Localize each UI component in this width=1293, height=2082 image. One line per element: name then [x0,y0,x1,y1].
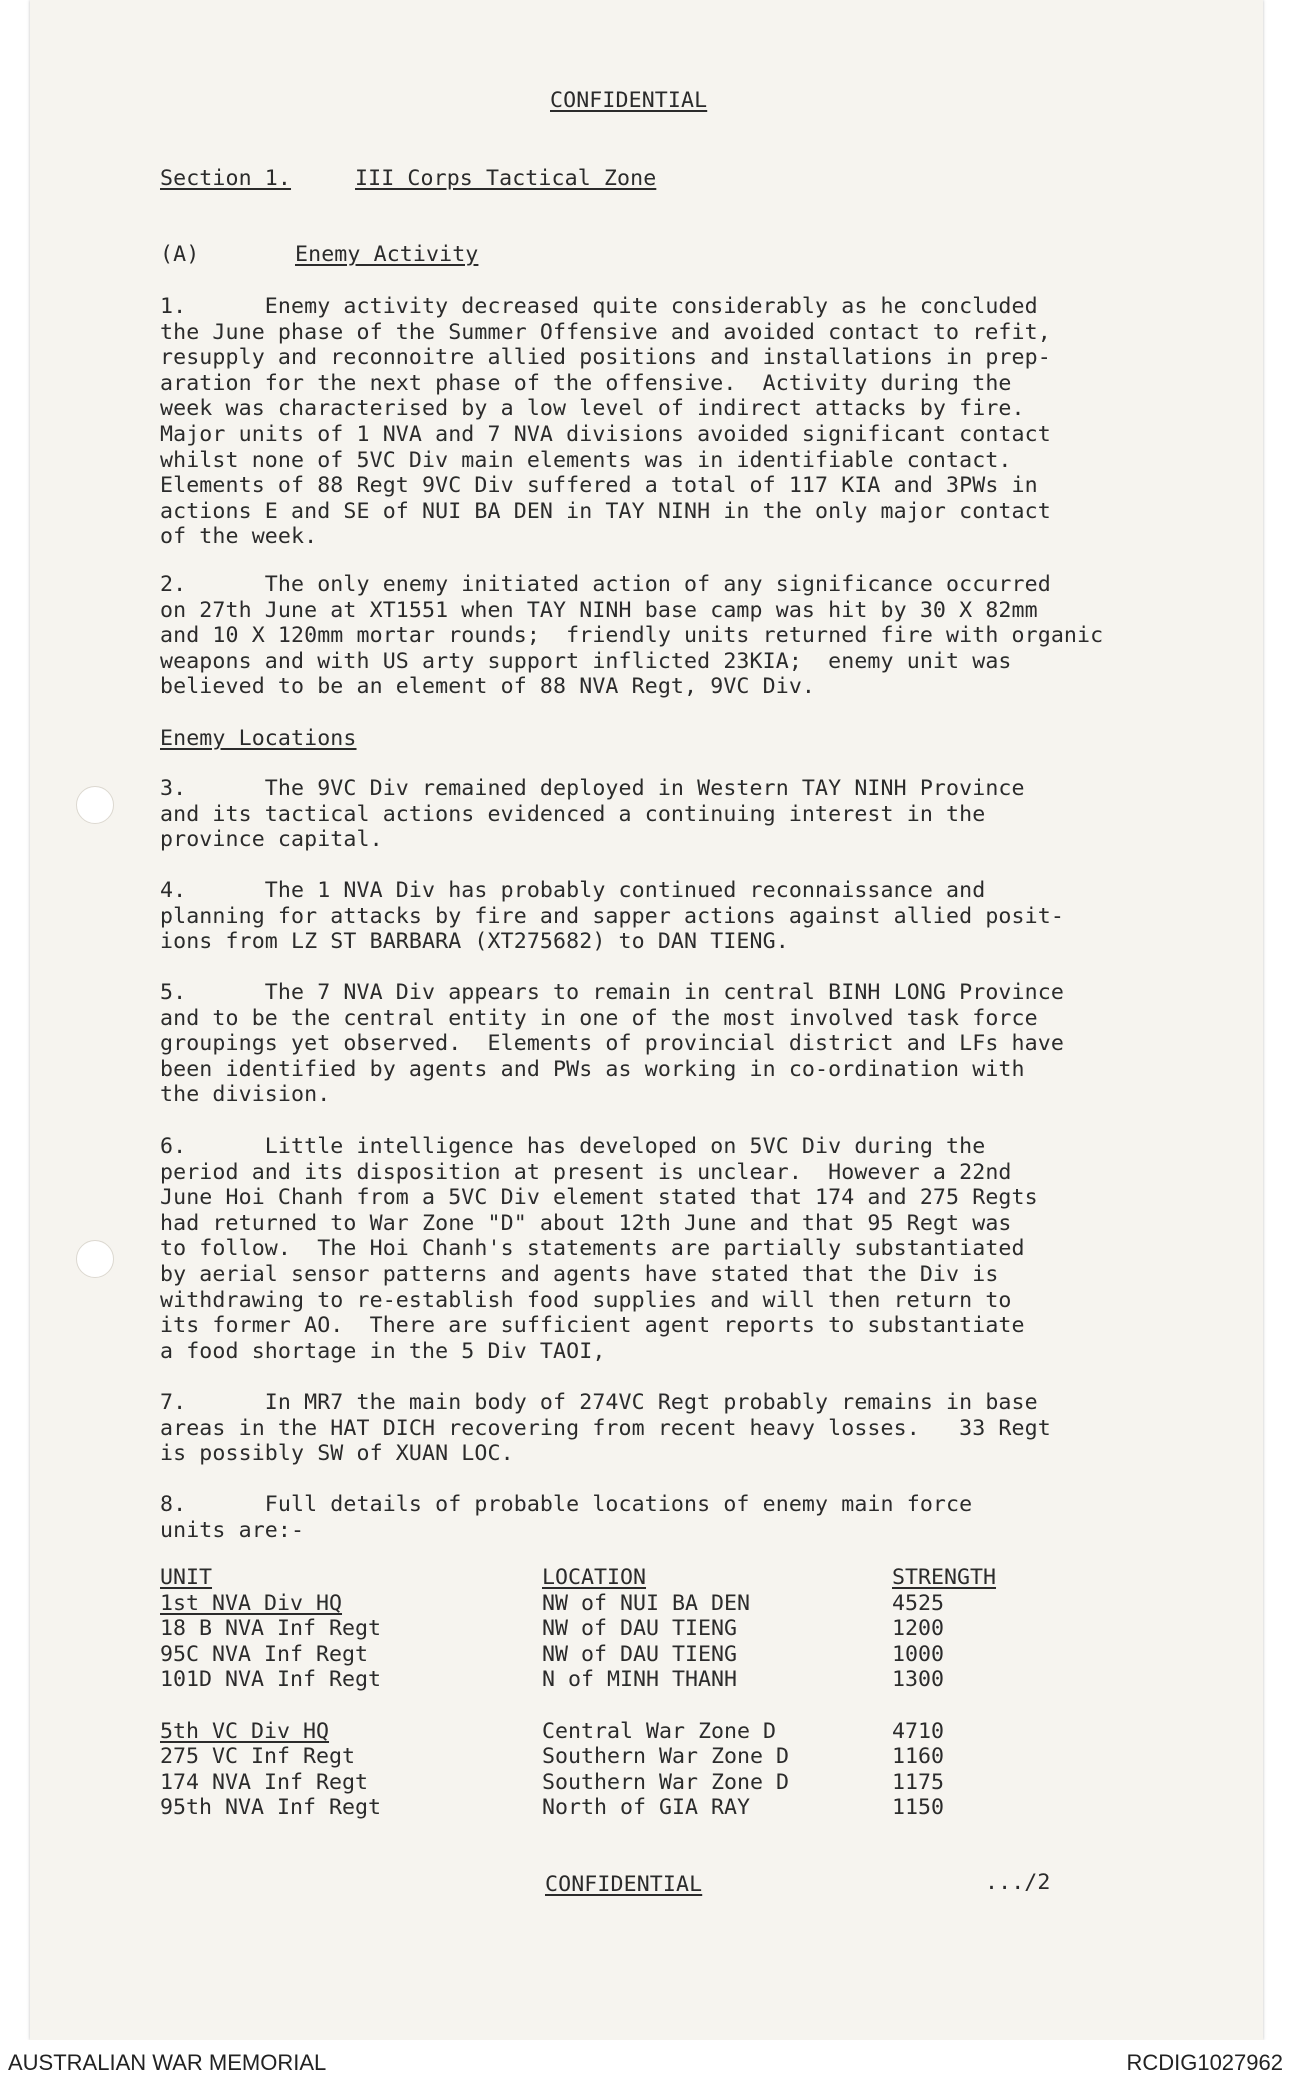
header-classification: CONFIDENTIAL [550,88,708,113]
enemy-locations-heading: Enemy Locations [160,726,357,751]
paragraph-line: resupply and reconnoitre allied positions and installations in prep- [160,345,1051,371]
unit-cell: 95th NVA Inf Regt [160,1795,382,1821]
paragraph-line: its former AO. There are sufficient agent reports to substantiate [160,1313,1025,1339]
subsection-letter: (A) [160,242,200,267]
paragraph-line: June Hoi Chanh from a 5VC Div element stated that 174 and 275 Regts [160,1185,1038,1211]
paragraph-line: planning for attacks by fire and sapper actions against allied posit- [160,903,1064,929]
location-cell: Central War Zone D [542,1718,777,1744]
table-spacer-row [160,1693,1092,1719]
archive-name: AUSTRALIAN WAR MEMORIAL [8,2050,327,2075]
strength-cell: 1300 [892,1667,945,1693]
paragraph-line: ions from LZ ST BARBARA (XT275682) to DAN TIENG. [160,929,789,955]
paragraph-line: 7. In MR7 the main body of 274VC Regt probably remains in base [160,1390,1038,1415]
location-cell: NW of DAU TIENG [542,1616,738,1642]
archive-id: RCDIG1027962 [1126,2050,1283,2075]
strength-cell: 1160 [892,1744,945,1770]
paragraph-line: the division. [160,1082,331,1108]
unit-cell: 101D NVA Inf Regt [160,1667,382,1693]
unit-cell: 18 B NVA Inf Regt [160,1616,382,1642]
enemy-units-table [160,1565,1092,1821]
paragraph-line: by aerial sensor patterns and agents have stated that the Div is [160,1261,999,1287]
paragraph-line: believed to be an element of 88 NVA Regt, 9VC Div. [160,674,816,700]
unit-cell: 1st NVA Div HQ [160,1590,343,1616]
paragraph-line: 6. Little intelligence has developed on 5VC Div during the [160,1134,986,1159]
table-row [160,1591,1092,1617]
strength-cell: 4525 [892,1590,945,1616]
location-cell: NW of NUI BA DEN [542,1590,751,1616]
column-header-strength: STRENGTH [892,1565,997,1590]
paragraph-line: 5. The 7 NVA Div appears to remain in central BINH LONG Province [160,980,1064,1005]
paragraph-3 [160,776,1260,853]
paragraph-line: 8. Full details of probable locations of enemy main force [160,1492,973,1517]
table-row [160,1667,1092,1693]
paragraph-line: withdrawing to re-establish food supplies and will then return to [160,1287,1012,1313]
paragraph-line: period and its disposition at present is unclear. However a 22nd [160,1159,1012,1185]
paragraph-8 [160,1492,1260,1543]
paragraph-line: weapons and with US arty support inflicted 23KIA; enemy unit was [160,648,1012,674]
footer-classification: CONFIDENTIAL [545,1872,703,1897]
paragraph-line: and 10 X 120mm mortar rounds; friendly units returned fire with organic [160,623,1104,649]
paragraph-line: week was characterised by a low level of indirect attacks by fire. [160,396,1025,422]
paragraph-line: units are:- [160,1517,305,1543]
paragraph-line: aration for the next phase of the offensive. Activity during the [160,370,1012,396]
strength-cell: 1150 [892,1795,945,1821]
strength-cell: 4710 [892,1718,945,1744]
paragraph-line: and its tactical actions evidenced a continuing interest in the [160,801,986,827]
punch-hole-lower [76,1240,114,1278]
paragraph-6 [160,1134,1260,1364]
table-row [160,1719,1092,1745]
location-cell: N of MINH THANH [542,1667,738,1693]
paragraph-1 [160,294,1260,550]
continuation-marker: .../2 [985,1870,1051,1895]
column-header-location: LOCATION [542,1565,647,1590]
paragraph-line: actions E and SE of NUI BA DEN in TAY NINH in the only major contact [160,498,1051,524]
location-cell: Southern War Zone D [542,1769,790,1795]
strength-cell: 1200 [892,1616,945,1642]
unit-cell: 5th VC Div HQ [160,1718,330,1744]
table-row [160,1770,1092,1796]
table-row [160,1616,1092,1642]
table-header-row [160,1565,1092,1591]
paragraph-line: 1. Enemy activity decreased quite considerably as he concluded [160,294,1038,319]
section-title: III Corps Tactical Zone [355,166,657,191]
paragraph-line: groupings yet observed. Elements of provincial district and LFs have [160,1031,1064,1057]
strength-cell: 1175 [892,1769,945,1795]
location-cell: Southern War Zone D [542,1744,790,1770]
paragraph-4 [160,878,1260,955]
paragraph-line: of the week. [160,524,318,550]
paragraph-line: and to be the central entity in one of the most involved task force [160,1005,1038,1031]
paragraph-line: 2. The only enemy initiated action of any significance occurred [160,572,1051,597]
strength-cell: 1000 [892,1641,945,1667]
paragraph-line: whilst none of 5VC Div main elements was in identifiable contact. [160,447,1012,473]
paragraph-line: to follow. The Hoi Chanh's statements are partially substantiated [160,1236,1025,1262]
paragraph-line: Major units of 1 NVA and 7 NVA divisions avoided significant contact [160,421,1051,447]
location-cell: NW of DAU TIENG [542,1641,738,1667]
paragraph-5 [160,980,1260,1108]
unit-cell: 174 NVA Inf Regt [160,1769,369,1795]
subsection-title: Enemy Activity [295,242,479,267]
paragraph-line: areas in the HAT DICH recovering from recent heavy losses. 33 Regt [160,1415,1051,1441]
paragraph-line: 3. The 9VC Div remained deployed in Western TAY NINH Province [160,776,1025,801]
table-row [160,1744,1092,1770]
paragraph-line: is possibly SW of XUAN LOC. [160,1441,514,1467]
paragraph-line: been identified by agents and PWs as working in co-ordination with [160,1056,1025,1082]
paragraph-line: 4. The 1 NVA Div has probably continued reconnaissance and [160,878,986,903]
punch-hole-upper [76,786,114,824]
paragraph-line: on 27th June at XT1551 when TAY NINH base camp was hit by 30 X 82mm [160,597,1038,623]
paragraph-line: the June phase of the Summer Offensive and avoided contact to refit, [160,319,1051,345]
table-row [160,1795,1092,1821]
paragraph-2 [160,572,1260,700]
table-row [160,1642,1092,1668]
paragraph-line: had returned to War Zone "D" about 12th June and that 95 Regt was [160,1210,1012,1236]
paragraph-line: a food shortage in the 5 Div TAOI, [160,1338,606,1364]
paragraph-line: Elements of 88 Regt 9VC Div suffered a total of 117 KIA and 3PWs in [160,473,1038,499]
unit-cell: 275 VC Inf Regt [160,1744,356,1770]
location-cell: North of GIA RAY [542,1795,751,1821]
column-header-unit: UNIT [160,1565,213,1590]
paragraph-line: province capital. [160,827,383,853]
paragraph-7 [160,1390,1260,1467]
unit-cell: 95C NVA Inf Regt [160,1641,369,1667]
section-number: Section 1. [160,166,292,191]
